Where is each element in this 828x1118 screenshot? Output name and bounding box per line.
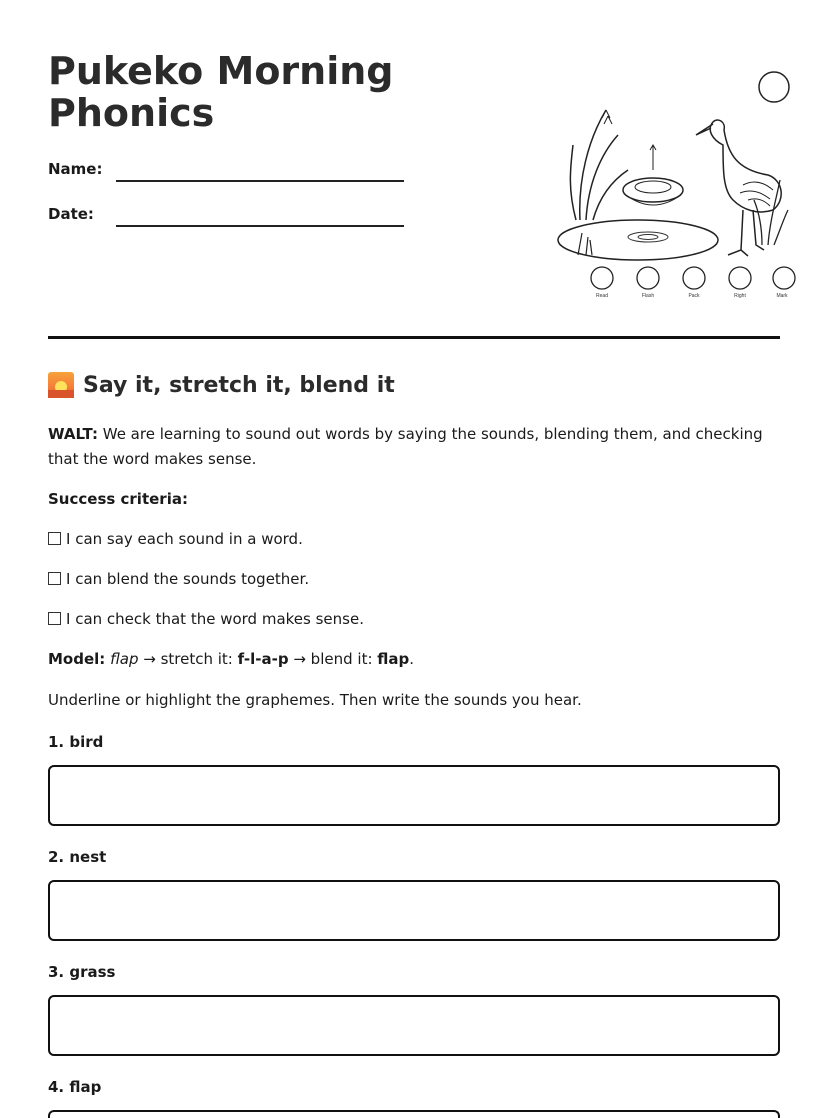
model-end: . — [409, 650, 415, 668]
success-criteria-title: Success criteria: — [48, 490, 188, 508]
activity-circles — [591, 267, 795, 299]
activity-circle-label-4: Right — [734, 293, 746, 299]
pond-shape — [558, 220, 718, 260]
model-stretched: f-l-a-p — [237, 650, 289, 668]
activity-circle-3 — [683, 267, 705, 289]
activity-circle-1 — [591, 267, 613, 289]
activity-circle-4 — [729, 267, 751, 289]
question-1-label: 1. bird — [48, 733, 104, 751]
name-label: Name: — [48, 160, 103, 178]
page-title: Pukeko Morning Phonics — [48, 49, 394, 135]
checkbox-criterion-2[interactable] — [48, 572, 61, 585]
section-title-text: Say it, stretch it, blend it — [83, 372, 395, 398]
worksheet-header — [48, 0, 788, 340]
criterion-2-text: I can blend the sounds together. — [66, 570, 310, 588]
activity-circle-2 — [637, 267, 659, 289]
question-1-answer-box[interactable] — [48, 765, 780, 826]
model-blend-text: → blend it: — [288, 650, 378, 668]
criterion-1-text: I can say each sound in a word. — [66, 530, 303, 548]
walt-statement — [48, 422, 780, 472]
checkbox-criterion-3[interactable] — [48, 612, 61, 625]
date-write-line[interactable] — [116, 225, 404, 227]
model-example — [48, 647, 780, 672]
date-label: Date: — [48, 205, 94, 223]
name-write-line[interactable] — [116, 180, 404, 182]
criterion-3-text: I can check that the word makes sense. — [66, 610, 364, 628]
worksheet-page — [48, 0, 788, 1096]
header-divider — [48, 336, 780, 339]
pukeko-bird-outline — [710, 120, 781, 212]
checkbox-criterion-1[interactable] — [48, 532, 61, 545]
question-4-label: 4. flap — [48, 1078, 102, 1096]
success-criterion-3 — [48, 607, 780, 632]
activity-circle-label-1: Read — [596, 293, 608, 299]
success-criterion-1 — [48, 527, 780, 552]
activity-circle-label-3: Pack — [688, 293, 700, 299]
instruction-text: Underline or highlight the graphemes. Then write the sounds you hear. — [48, 691, 582, 709]
model-word: flap — [110, 650, 139, 668]
activity-circle-5 — [773, 267, 795, 289]
question-3-label: 3. grass — [48, 963, 116, 981]
walt-text: We are learning to sound out words by saying the sounds, blending them, and checking that the word makes sense. — [48, 425, 763, 468]
model-stretch-text: → stretch it: — [138, 650, 238, 668]
walt-label: WALT: — [48, 425, 98, 443]
sunrise-icon — [48, 372, 74, 398]
pukeko-pond-illustration — [518, 60, 788, 305]
success-criterion-2 — [48, 567, 780, 592]
question-4-answer-box[interactable] — [48, 1110, 780, 1118]
name-field — [48, 160, 102, 178]
model-blended: flap — [377, 650, 410, 668]
section-title — [48, 372, 395, 398]
question-3-answer-box[interactable] — [48, 995, 780, 1056]
question-2-answer-box[interactable] — [48, 880, 780, 941]
model-label: Model: — [48, 650, 106, 668]
activity-circle-label-2: Flash — [641, 293, 655, 299]
activity-circle-label-5: Mark — [776, 293, 788, 299]
question-2-label: 2. nest — [48, 848, 107, 866]
sun-circle — [759, 72, 789, 102]
date-field — [48, 205, 94, 223]
